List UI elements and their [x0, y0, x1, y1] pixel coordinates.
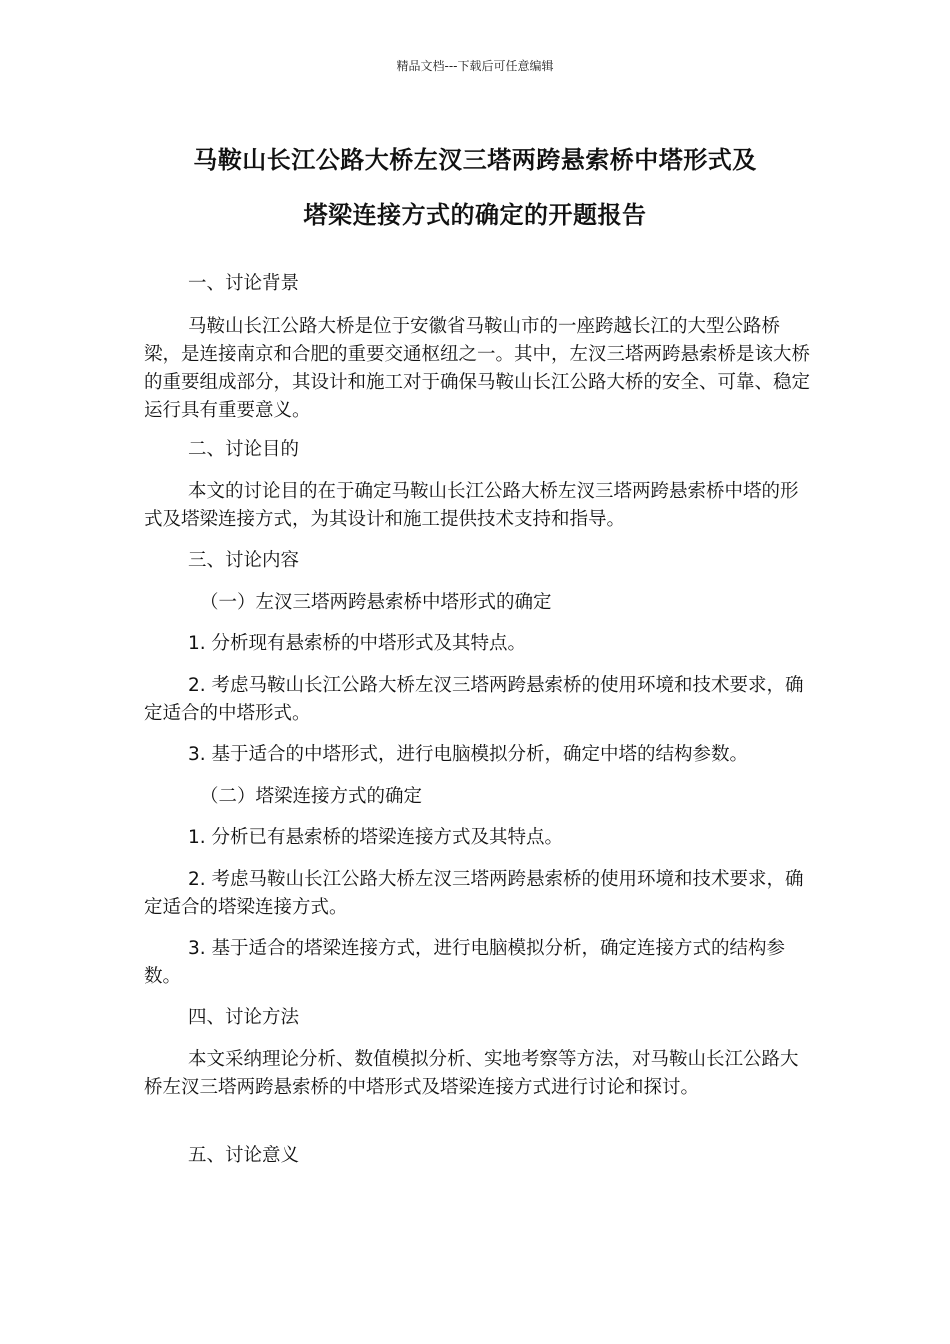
list-item: 1. 分析现有悬索桥的中塔形式及其特点。	[188, 633, 527, 654]
body-paragraph: 本文采纳理论分析、数值模拟分析、实地考察等方法，对马鞍山长江公路大桥左汊三塔两跨悬索桥的中塔形式及塔梁连接方式进行讨论和探讨。	[144, 1049, 799, 1098]
page-header: 精品文档---下载后可任意编辑	[396, 59, 554, 73]
body-paragraph: 本文的讨论目的在于确定马鞍山长江公路大桥左汊三塔两跨悬索桥中塔的形式及塔梁连接方式，为其设计和施工提供技术支持和指导。	[144, 481, 799, 530]
list-item: 2. 考虑马鞍山长江公路大桥左汊三塔两跨悬索桥的使用环境和技术要求，确定适合的中塔形式。	[144, 675, 804, 724]
title-line-2: 塔梁连接方式的确定的开题报告	[303, 201, 647, 229]
list-item: 3. 基于适合的塔梁连接方式，进行电脑模拟分析，确定连接方式的结构参数。	[144, 938, 786, 987]
body-paragraph: 马鞍山长江公路大桥是位于安徽省马鞍山市的一座跨越长江的大型公路桥梁，是连接南京和合肥的重要交通枢纽之一。其中，左汊三塔两跨悬索桥是该大桥的重要组成部分，其设计和施工对于确保马鞍山长江公路大桥的安全、可靠、稳定运行具有重要意义。	[144, 316, 811, 421]
subsection-heading: （一）左汊三塔两跨悬索桥中塔形式的确定	[200, 592, 552, 613]
section-heading: 三、讨论内容	[188, 550, 300, 571]
section-heading: 五、讨论意义	[188, 1145, 300, 1166]
section-heading: 二、讨论目的	[188, 439, 300, 460]
subsection-heading: （二）塔梁连接方式的确定	[200, 786, 423, 807]
list-item: 3. 基于适合的中塔形式，进行电脑模拟分析，确定中塔的结构参数。	[188, 744, 749, 765]
list-item: 2. 考虑马鞍山长江公路大桥左汊三塔两跨悬索桥的使用环境和技术要求，确定适合的塔梁连接方式。	[144, 869, 804, 918]
section-heading: 四、讨论方法	[188, 1007, 300, 1028]
section-heading: 一、讨论背景	[188, 273, 300, 294]
list-item: 1. 分析已有悬索桥的塔梁连接方式及其特点。	[188, 827, 564, 848]
title-line-1: 马鞍山长江公路大桥左汊三塔两跨悬索桥中塔形式及	[193, 146, 757, 174]
